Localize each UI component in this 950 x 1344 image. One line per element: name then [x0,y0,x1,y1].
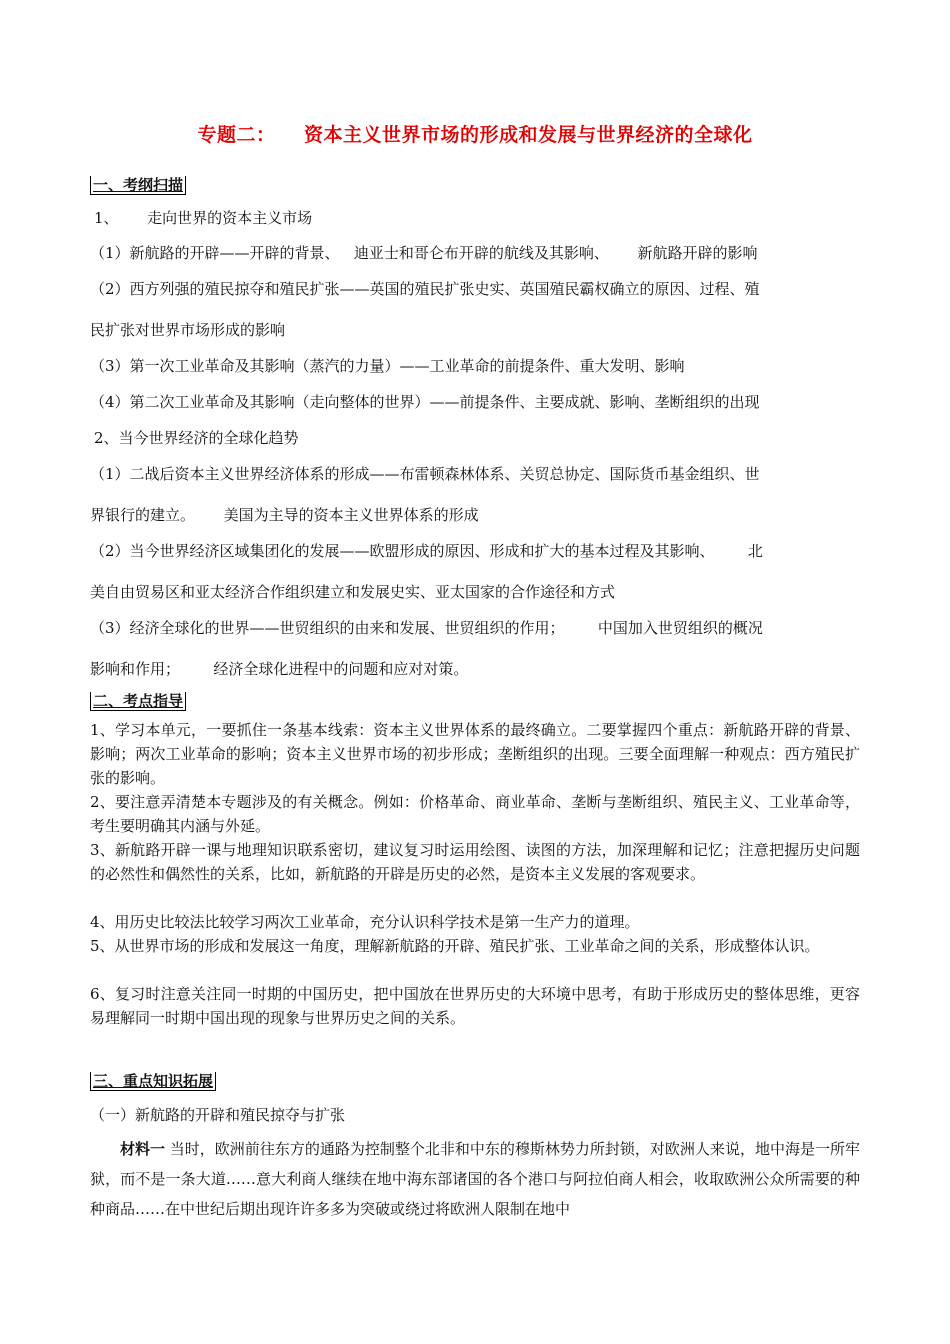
extension-subheading-1: （一）新航路的开辟和殖民掠夺与扩张 [90,1106,346,1124]
syllabus-item-1-2a: （2）西方列强的殖民掠夺和殖民扩张——英国的殖民扩张史实、英国殖民霸权确立的原因、过程、殖 [90,280,760,298]
material-one-label: 材料一 [120,1140,166,1158]
syllabus-item-1-3: （3）第一次工业革命及其影响（蒸汽的力量）——工业革命的前提条件、重大发明、影响 [90,357,685,375]
syllabus-item-1-1: （1）新航路的开辟——开辟的背景、 迪亚士和哥仑布开辟的航线及其影响、 新航路开辟的影响 [90,244,758,262]
guidance-paragraph-2: 2、要注意弄清楚本专题涉及的有关概念。例如：价格革命、商业革命、垄断与垄断组织、殖民主义、工业革命等，考生要明确其内涵与外延。 [90,793,860,835]
syllabus-item-2-2b: 美自由贸易区和亚太经济合作组织建立和发展史实、亚太国家的合作途径和方式 [90,583,616,601]
guidance-paragraph-1: 1、学习本单元，一要抓住一条基本线索：资本主义世界体系的最终确立。二要掌握四个重点：新航路开辟的背景、影响；两次工业革命的影响；资本主义世界市场的初步形成；垄断组织的出现。三要全面理解一种观点：西方殖民扩张的影响。 [90,721,860,787]
guidance-paragraph-3: 3、新航路开辟一课与地理知识联系密切，建议复习时运用绘图、读图的方法，加深理解和记忆；注意把握历史问题的必然性和偶然性的关系，比如，新航路的开辟是历史的必然，是资本主义发展的客观要求。 [90,841,860,883]
syllabus-item-2-1a: （1）二战后资本主义世界经济体系的形成——布雷顿森林体系、关贸总协定、国际货币基金组织、世 [90,465,760,483]
section-heading-extension: 三、重点知识拓展 [90,1072,216,1091]
guidance-paragraph-4: 4、用历史比较法比较学习两次工业革命，充分认识科学技术是第一生产力的道理。 [90,913,640,931]
syllabus-item-1: 1、 走向世界的资本主义市场 [94,209,313,227]
syllabus-item-2: 2、当今世界经济的全球化趋势 [94,429,299,447]
section-heading-guidance: 二、考点指导 [90,692,186,711]
syllabus-item-2-2a: （2）当今世界经济区域集团化的发展——欧盟形成的原因、形成和扩大的基本过程及其影响、 北 [90,542,763,560]
page-title: 专题二： 资本主义世界市场的形成和发展与世界经济的全球化 [197,124,753,146]
guidance-paragraph-5: 5、从世界市场的形成和发展这一角度，理解新航路的开辟、殖民扩张、工业革命之间的关系，形成整体认识。 [90,937,820,955]
section-heading-syllabus: 一、考纲扫描 [90,176,186,195]
syllabus-item-1-2b: 民扩张对世界市场形成的影响 [90,321,286,339]
material-one-paragraph [90,1134,860,1224]
syllabus-item-1-4: （4）第二次工业革命及其影响（走向整体的世界）——前提条件、主要成就、影响、垄断组织的出现 [90,393,760,411]
syllabus-item-2-3a: （3）经济全球化的世界——世贸组织的由来和发展、世贸组织的作用； 中国加入世贸组织的概况 [90,619,763,637]
material-one-text: 当时，欧洲前往东方的通路为控制整个北非和中东的穆斯林势力所封锁，对欧洲人来说，地中海是一所牢狱，而不是一条大道……意大利商人继续在地中海东部诸国的各个港口与阿拉伯商人相会，收取欧洲公众所需要的种种商品……在中世纪后期出现许许多多为突破或绕过将欧洲人限制在地中 [90,1140,860,1218]
guidance-paragraph-6: 6、复习时注意关注同一时期的中国历史，把中国放在世界历史的大环境中思考，有助于形成历史的整体思维，更容易理解同一时期中国出现的现象与世界历史之间的关系。 [90,985,860,1027]
syllabus-item-2-1b: 界银行的建立。 美国为主导的资本主义世界体系的形成 [90,506,479,524]
syllabus-item-2-3b: 影响和作用； 经济全球化进程中的问题和应对对策。 [90,660,469,678]
